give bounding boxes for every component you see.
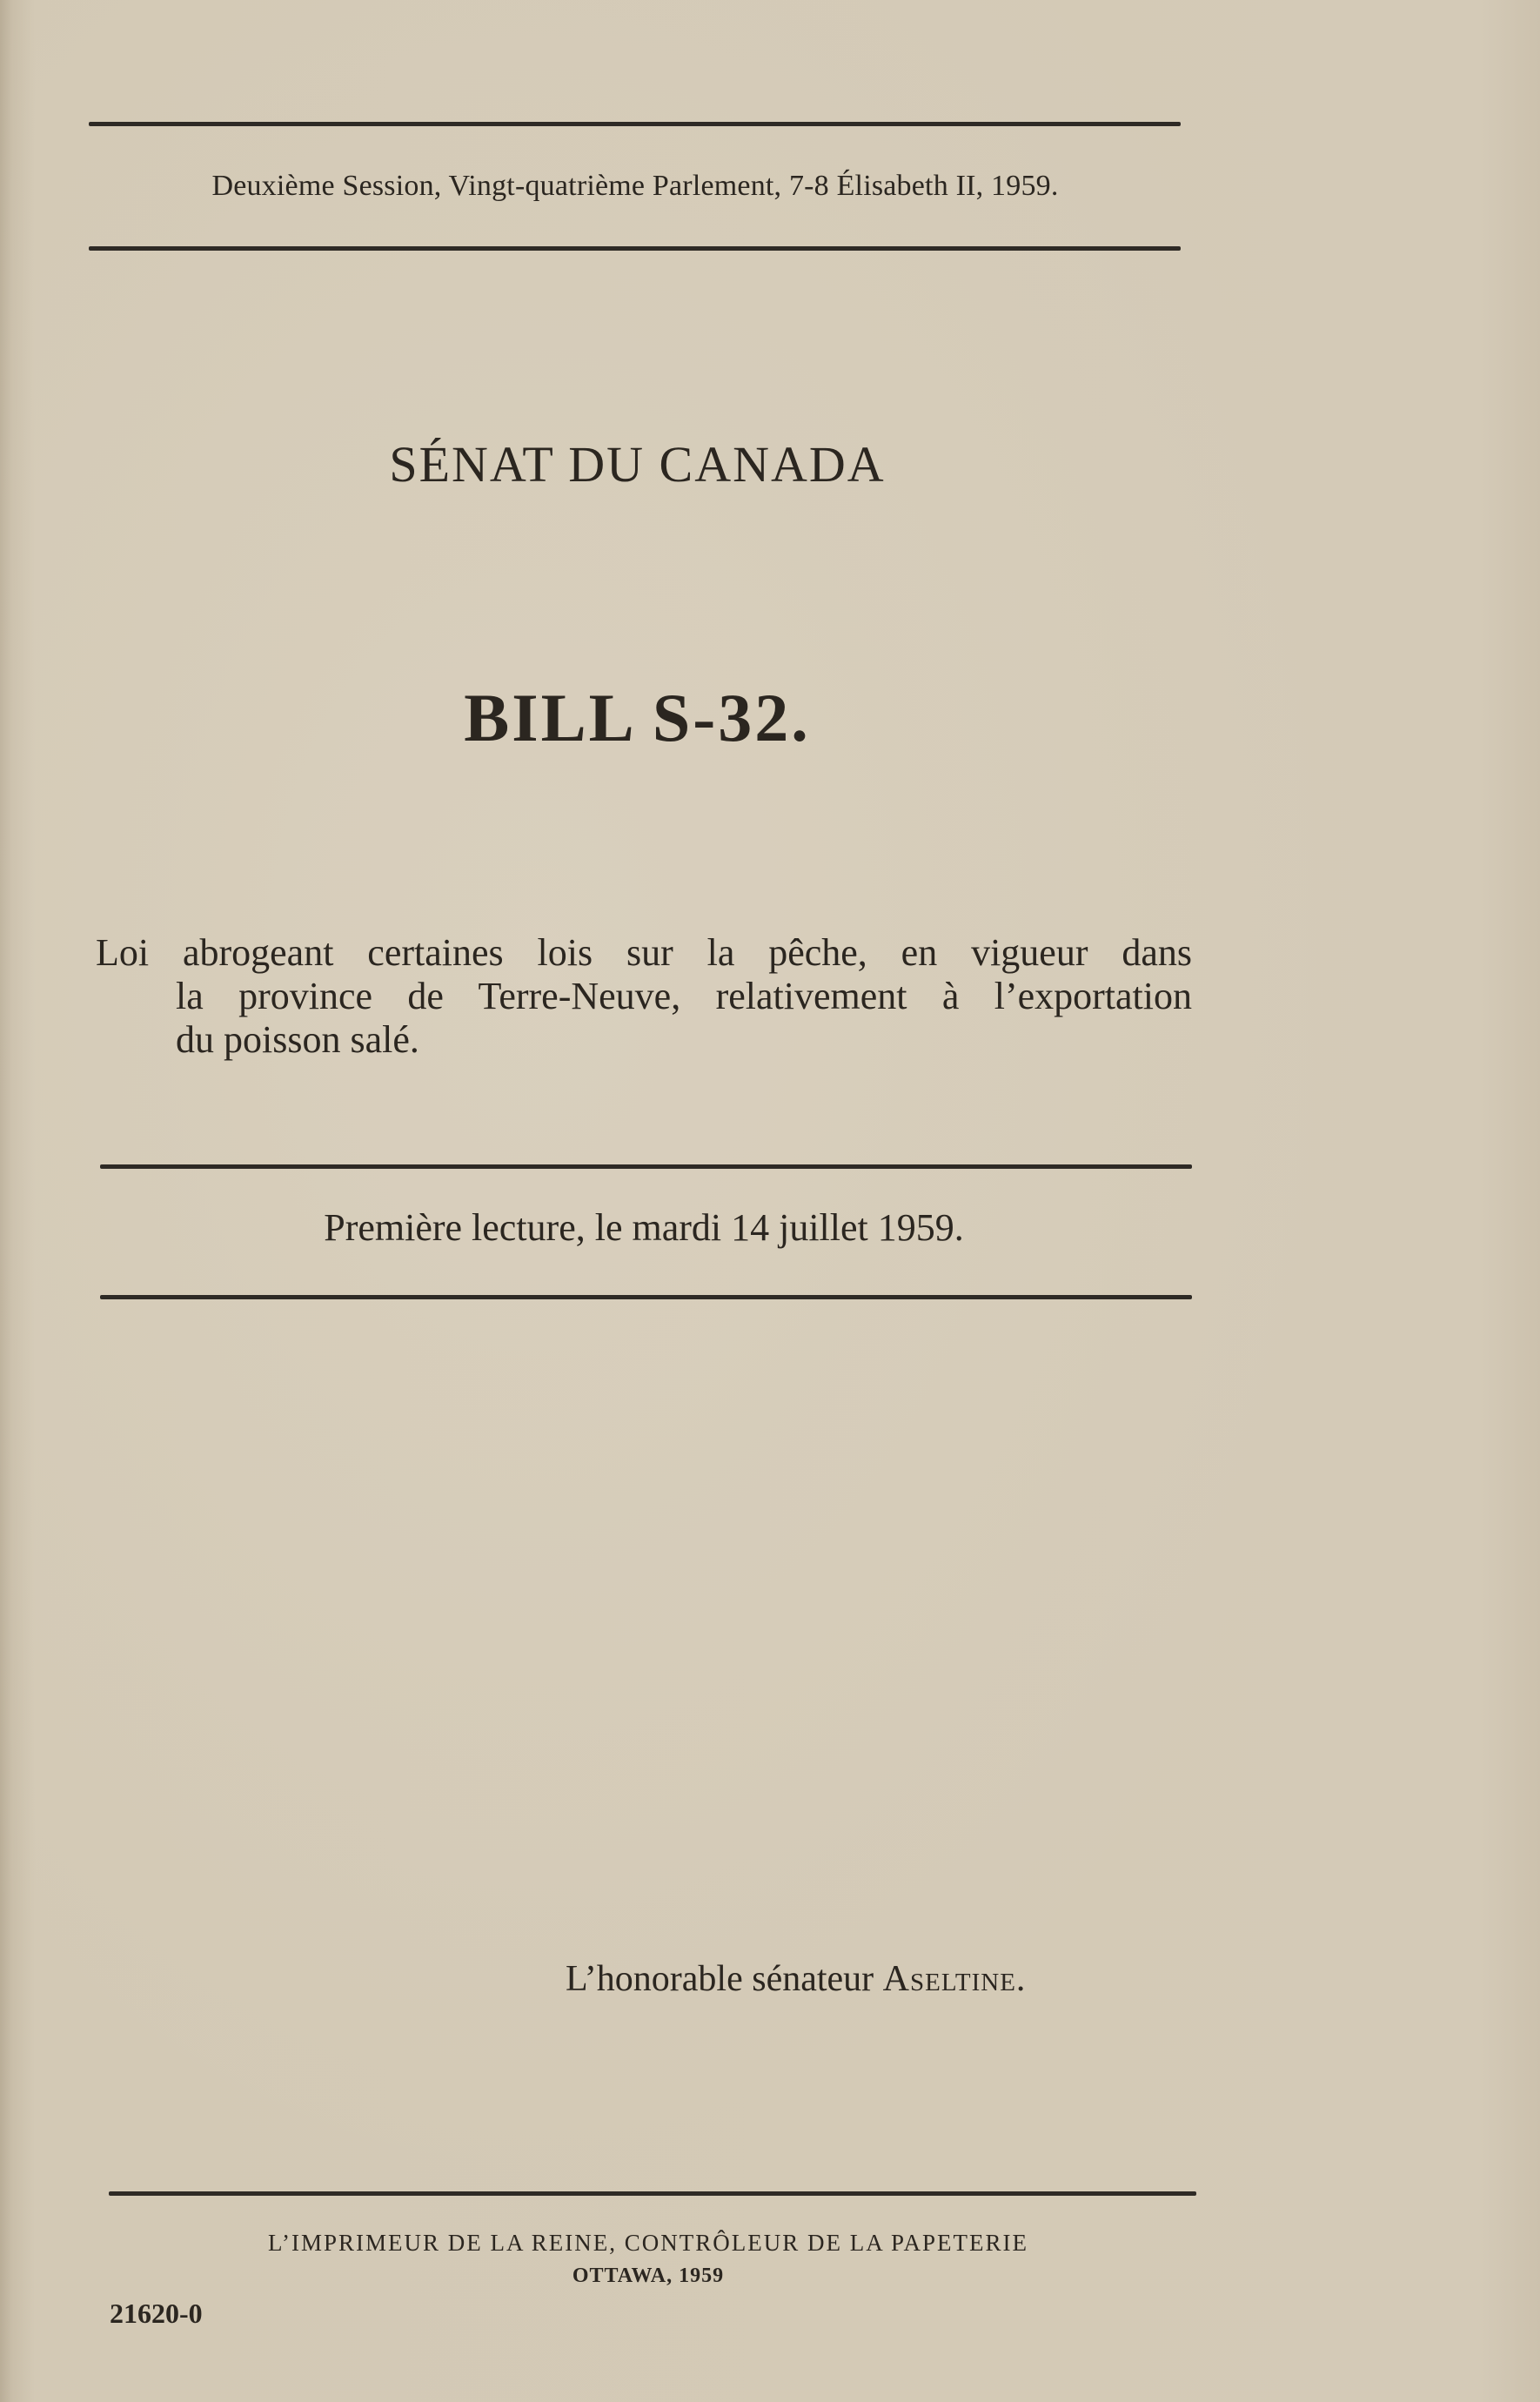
sponsor-line xyxy=(566,1958,1026,2000)
bill-title-line-2: la province de Terre-Neuve, relativement à l’exportation xyxy=(176,975,1192,1017)
imprint xyxy=(104,2226,1192,2292)
bill-title xyxy=(96,931,1192,1062)
reading-bottom-rule xyxy=(100,1295,1192,1299)
document-number: 21620-0 xyxy=(110,2298,203,2329)
imprint-rule xyxy=(109,2191,1196,2196)
chamber-title: SÉNAT DU CANADA xyxy=(389,436,886,493)
sponsor-name: Aseltine. xyxy=(882,1959,1027,1999)
bill-title-line-1: Loi abrogeant certaines lois sur la pêche, en vigueur dans xyxy=(96,931,1192,974)
bill-title-line-3: du poisson salé. xyxy=(176,1018,419,1061)
session-rule xyxy=(89,246,1181,251)
top-rule xyxy=(89,122,1181,126)
reading-top-rule xyxy=(100,1164,1192,1169)
sponsor-prefix: L’honorable sénateur xyxy=(566,1959,874,1999)
printer-name: L’IMPRIMEUR DE LA REINE, CONTRÔLEUR DE LA PAPETERIE xyxy=(267,2230,1029,2256)
bill-number: BILL S-32. xyxy=(464,680,811,755)
first-reading-date: Première lecture, le mardi 14 juillet 1959. xyxy=(324,1206,964,1249)
session-header: Deuxième Session, Vingt-quatrième Parlement, 7-8 Élisabeth II, 1959. xyxy=(211,170,1059,202)
printer-place-year: OTTAWA, 1959 xyxy=(572,2264,725,2287)
